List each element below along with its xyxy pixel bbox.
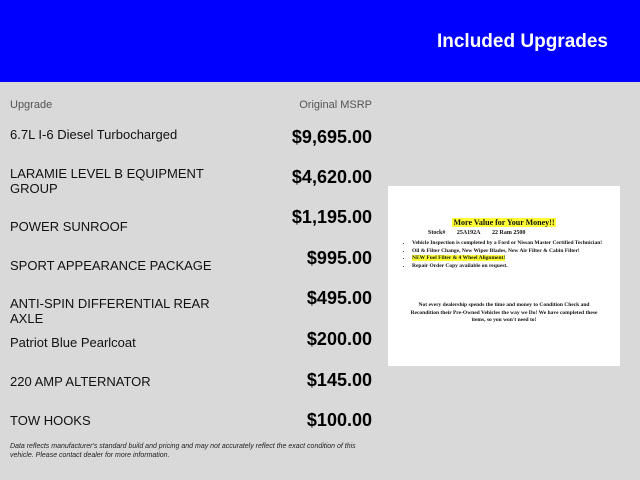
sticker-item: • Repair Order Copy available on request. xyxy=(412,263,618,271)
sticker-title: More Value for Your Money!! xyxy=(453,218,555,227)
upgrade-price: $100.00 xyxy=(306,410,372,430)
stock-label: Stock# xyxy=(428,230,446,236)
upgrade-name: ANTI-SPIN DIFFERENTIAL REAR AXLE xyxy=(10,296,210,326)
value-sticker-image xyxy=(388,186,620,366)
upgrade-price: $1,195.00 xyxy=(291,207,372,227)
sticker-stock-line xyxy=(428,230,535,236)
upgrade-price: $9,695.00 xyxy=(291,127,372,147)
header-banner xyxy=(0,0,640,82)
stock-number: 25A192A xyxy=(456,230,481,236)
page-title: Included Upgrades xyxy=(436,31,608,52)
vehicle-name: 22 Ram 2500 xyxy=(492,230,526,236)
upgrade-name: TOW HOOKS xyxy=(10,413,91,428)
sticker-item: • Vehicle Inspection is completed by a Ford or Nissan Master Certified Technician! xyxy=(412,240,618,248)
upgrade-price: $995.00 xyxy=(306,248,372,268)
column-header-msrp: Original MSRP xyxy=(299,99,372,111)
upgrade-name: SPORT APPEARANCE PACKAGE xyxy=(10,258,212,273)
upgrade-name: LARAMIE LEVEL B EQUIPMENT GROUP xyxy=(10,166,204,196)
upgrade-name: 220 AMP ALTERNATOR xyxy=(10,374,151,389)
disclaimer-text: Data reflects manufacturer's standard build and pricing and may not accurately reflect the exact condition of this vehicle. Please contact dealer for more information. xyxy=(10,443,356,459)
sticker-note: Not every dealership spends the time and money to Condition Check and Recondition their Pre-Owned Vehicles the way we Do! We have completed these items, so you won't need to! xyxy=(410,302,598,323)
sticker-item: • NEW Fuel Filter & 4 Wheel Alignment! xyxy=(412,255,618,263)
upgrade-price: $495.00 xyxy=(306,288,372,308)
column-header-upgrade: Upgrade xyxy=(10,99,53,111)
upgrade-price: $200.00 xyxy=(306,329,372,349)
upgrade-price: $145.00 xyxy=(306,370,372,390)
sticker-item-list xyxy=(402,240,618,270)
sticker-item: • Oil & Filter Change, New Wiper Blades, New Air Filter & Cabin Filter! xyxy=(412,248,618,256)
upgrade-name: Patriot Blue Pearlcoat xyxy=(10,335,136,350)
upgrade-name: 6.7L I-6 Diesel Turbocharged xyxy=(10,127,178,142)
upgrade-price: $4,620.00 xyxy=(291,167,372,187)
upgrade-name: POWER SUNROOF xyxy=(10,219,128,234)
